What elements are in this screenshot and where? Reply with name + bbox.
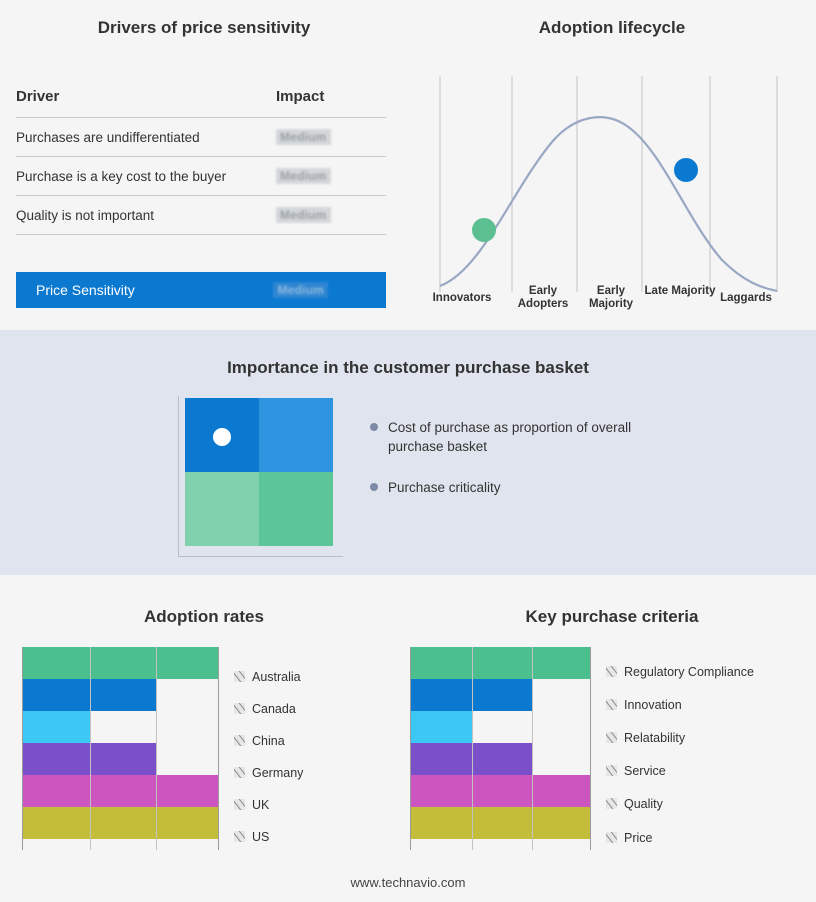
legend-service: Service: [606, 764, 666, 778]
basket-axis-vertical: [178, 396, 179, 556]
bar-row: [410, 647, 590, 679]
bar-price: [410, 807, 590, 839]
pattern-swatch-icon: [234, 671, 245, 682]
legend-germany: Germany: [234, 766, 303, 780]
pattern-swatch-icon: [234, 735, 245, 746]
bar-row: [22, 743, 218, 775]
legend-uk: UK: [234, 798, 269, 812]
bar-canada: [22, 679, 156, 711]
pattern-swatch-icon: [234, 799, 245, 810]
basket-legend-label: Cost of purchase as proportion of overall purchase basket: [388, 420, 632, 454]
price-sensitivity-summary: [16, 272, 386, 308]
bar-quality: [410, 775, 590, 807]
stage-label-late-majority: Late Majority: [644, 285, 716, 297]
driver-impact: [272, 118, 386, 157]
table-row: [16, 157, 386, 196]
quadrant-top-right: [259, 398, 333, 472]
bar-germany: [22, 743, 156, 775]
key-criteria-title: Key purchase criteria: [525, 607, 699, 626]
legend-relatability: Relatability: [606, 731, 685, 745]
stage-label-innovators: Innovators: [432, 292, 492, 304]
bar-row: [410, 775, 590, 807]
basket-axis-horizontal: [178, 556, 343, 557]
stage-label-laggards: Laggards: [720, 292, 772, 304]
column-header-driver: Driver: [16, 88, 272, 118]
pattern-swatch-icon: [606, 832, 617, 843]
bar-australia: [22, 647, 218, 679]
legend-regulatory-compliance: Regulatory Compliance: [606, 665, 754, 679]
table-row: [16, 118, 386, 157]
axis-line: [410, 647, 411, 850]
column-header-impact: Impact: [272, 88, 386, 118]
bar-relatability: [410, 711, 472, 743]
axis-line: [590, 647, 591, 850]
bar-regulatory-compliance: [410, 647, 590, 679]
gridline: [90, 647, 91, 850]
basket-legend-item-cost: [370, 418, 648, 456]
axis-line: [218, 647, 219, 850]
pattern-swatch-icon: [234, 703, 245, 714]
adoption-rates-chart: [22, 647, 218, 839]
axis-line: [22, 647, 23, 850]
purchase-basket-section: [0, 330, 816, 575]
bar-uk: [22, 775, 218, 807]
gridline: [156, 647, 157, 850]
bar-row: [410, 679, 590, 711]
bar-innovation: [410, 679, 532, 711]
legend-canada: Canada: [234, 702, 296, 716]
marker-innovators: [472, 218, 496, 242]
stage-label-early-adopters: Early Adopters: [517, 285, 569, 310]
basket-legend-label: Purchase criticality: [388, 480, 501, 495]
bar-china: [22, 711, 90, 743]
legend-china: China: [234, 734, 285, 748]
legend-australia: Australia: [234, 670, 301, 684]
drivers-table: [16, 88, 386, 235]
legend-quality: Quality: [606, 797, 663, 811]
lifecycle-curve-svg: [422, 70, 806, 310]
driver-impact: [272, 196, 386, 235]
bar-service: [410, 743, 532, 775]
legend-innovation: Innovation: [606, 698, 682, 712]
bar-row: [22, 679, 218, 711]
basket-legend-item-criticality: [370, 478, 648, 497]
gridline: [532, 647, 533, 850]
top-section: [0, 0, 816, 330]
basket-panel-title: Importance in the customer purchase basket: [227, 358, 589, 377]
driver-name: Quality is not important: [16, 196, 272, 235]
adoption-rates-title: Adoption rates: [144, 607, 264, 626]
impact-value: Medium: [276, 207, 331, 223]
basket-position-marker: [213, 428, 231, 446]
bar-row: [410, 807, 590, 839]
lifecycle-panel-title: Adoption lifecycle: [538, 18, 686, 37]
drivers-panel: [0, 0, 408, 330]
bar-row: [410, 743, 590, 775]
table-header-row: [16, 88, 386, 118]
pattern-swatch-icon: [606, 732, 617, 743]
bar-us: [22, 807, 218, 839]
impact-value: Medium: [273, 282, 328, 298]
quadrant-bottom-left: [185, 472, 259, 546]
bottom-section: [0, 575, 816, 902]
price-sensitivity-impact: [273, 281, 328, 299]
quadrant-bottom-right: [259, 472, 333, 546]
impact-value: Medium: [276, 168, 331, 184]
footer-url[interactable]: www.technavio.com: [350, 875, 466, 890]
adoption-curve: [440, 117, 777, 291]
pattern-swatch-icon: [606, 666, 617, 677]
quadrant-top-left: [185, 398, 259, 472]
bar-row: [22, 647, 218, 679]
legend-price: Price: [606, 831, 652, 845]
lifecycle-chart: [422, 70, 806, 310]
bullet-icon: [370, 423, 378, 431]
table-row: [16, 196, 386, 235]
driver-name: Purchases are undifferentiated: [16, 118, 272, 157]
price-sensitivity-label: Price Sensitivity: [36, 282, 135, 298]
driver-name: Purchase is a key cost to the buyer: [16, 157, 272, 196]
marker-late-majority: [674, 158, 698, 182]
bar-row: [410, 711, 590, 743]
stage-label-early-majority: Early Majority: [588, 285, 634, 310]
pattern-swatch-icon: [234, 831, 245, 842]
bar-row: [22, 775, 218, 807]
pattern-swatch-icon: [606, 765, 617, 776]
lifecycle-panel: [408, 0, 816, 330]
basket-quadrant-chart: [185, 398, 333, 546]
impact-value: Medium: [276, 129, 331, 145]
legend-us: US: [234, 830, 269, 844]
pattern-swatch-icon: [234, 767, 245, 778]
key-criteria-chart: [410, 647, 590, 839]
driver-impact: [272, 157, 386, 196]
bullet-icon: [370, 483, 378, 491]
drivers-panel-title: Drivers of price sensitivity: [97, 18, 311, 37]
pattern-swatch-icon: [606, 699, 617, 710]
pattern-swatch-icon: [606, 798, 617, 809]
bar-row: [22, 807, 218, 839]
gridline: [472, 647, 473, 850]
bar-row: [22, 711, 218, 743]
